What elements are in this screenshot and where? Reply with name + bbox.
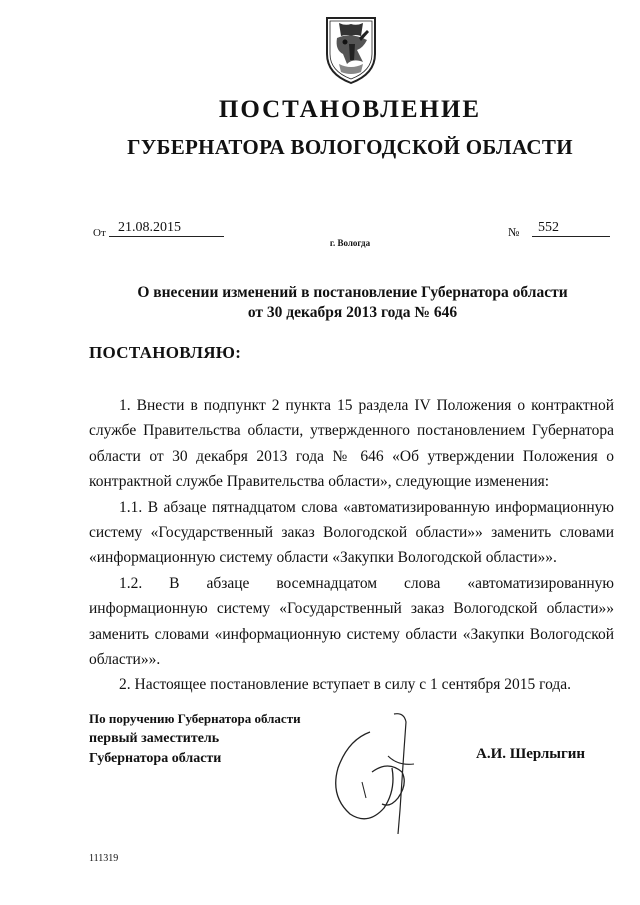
signatory-title	[89, 709, 301, 769]
subject-line: О внесении изменений в постановление Губернатора области	[137, 284, 568, 301]
signatory-line: По поручению Губернатора области	[89, 711, 301, 726]
paragraph: 1.2. В абзаце восемнадцатом слова «автоматизированную информационную систему «Государственный заказ Вологодской области»» заменить словами «информационную систему области «Закупки Вологодской области»».	[89, 574, 614, 669]
document-subtitle: ГУБЕРНАТОРА ВОЛОГОДСКОЙ ОБЛАСТИ	[127, 135, 573, 159]
subject-line: от 30 декабря 2013 года № 646	[247, 304, 458, 321]
paragraph: 1. Внести в подпункт 2 пункта 15 раздела IV Положения о контрактной службе Правительства области, утвержденного постановлением Губернатора области от 30 декабря 2013 года № 646 «Об утверждении Положения о контрактной службе Правительства области», следующие изменения:	[89, 397, 614, 491]
date-label: От	[93, 227, 106, 239]
signatory-line: Губернатора области	[89, 751, 222, 766]
document-title: ПОСТАНОВЛЕНИЕ	[218, 96, 482, 123]
document-body	[89, 393, 614, 698]
signatory-line: первый заместитель	[89, 731, 220, 746]
paragraph: 1.1. В абзаце пятнадцатом слова «автоматизированную информационную систему «Государственный заказ Вологодской области»» заменить словами «информационную систему области «Закупки Вологодской области»».	[89, 498, 614, 567]
date-value: 21.08.2015	[109, 219, 224, 237]
city: г. Вологда	[329, 238, 371, 248]
signatory-name: А.И. Шерлыгин	[476, 746, 586, 762]
handwritten-signature-icon	[318, 710, 424, 840]
document-subject	[90, 283, 615, 323]
number-value: 552	[532, 219, 610, 237]
vologda-coat-of-arms-icon	[321, 14, 381, 86]
decree-word: ПОСТАНОВЛЯЮ:	[89, 343, 242, 362]
paragraph: 2. Настоящее постановление вступает в силу с 1 сентября 2015 года.	[119, 676, 572, 694]
document-code: 111319	[89, 853, 119, 864]
number-label: №	[508, 225, 520, 239]
